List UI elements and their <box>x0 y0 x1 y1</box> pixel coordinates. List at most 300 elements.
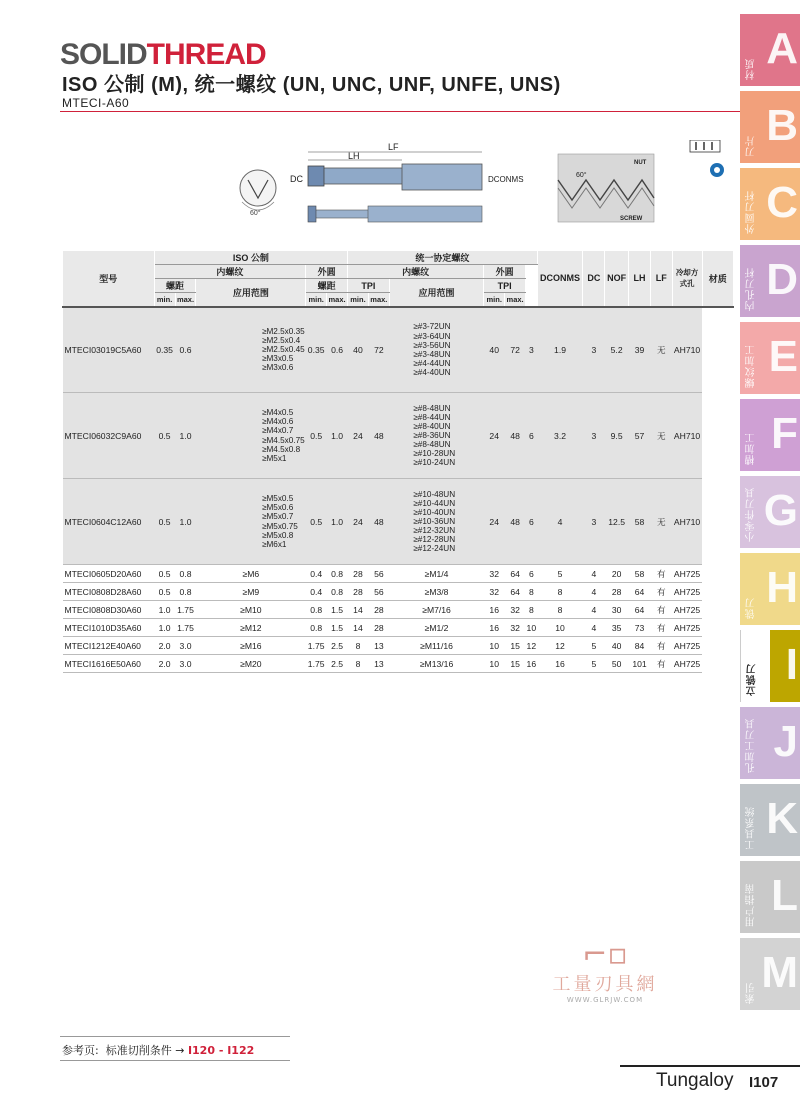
cell-ext-tpi-min: 10 <box>484 655 505 673</box>
cell-pitch-max: 1.75 <box>175 601 196 619</box>
cell-ext-tpi-max: 32 <box>505 619 526 637</box>
header-lf: LF <box>650 251 672 307</box>
tool-side-view <box>290 142 524 190</box>
header-un-tpi: TPI <box>348 279 390 293</box>
page-number: I107 <box>749 1074 779 1091</box>
logo-thread: THREAD <box>146 38 266 71</box>
cell-ext-pitch-min: 0.8 <box>306 601 327 619</box>
thread-profile-diagram <box>558 154 654 222</box>
tab-letter: E <box>768 332 798 381</box>
tab-letter: H <box>766 563 798 612</box>
header-max: max. <box>505 293 526 307</box>
cell-coolant: 有 <box>650 583 672 601</box>
watermark <box>540 937 670 1004</box>
cell-tpi-min: 24 <box>348 479 369 565</box>
cell-ext-pitch-min: 0.35 <box>306 307 327 393</box>
tab-letter: F <box>771 409 798 458</box>
cell-tpi-min: 28 <box>348 565 369 583</box>
cell-coolant: 有 <box>650 565 672 583</box>
tool-small-view <box>308 206 482 222</box>
cell-un-application: ≥M3/8 <box>389 583 483 601</box>
section-tab-a[interactable] <box>740 14 800 86</box>
table-row <box>63 637 734 655</box>
reference-text: 标准切削条件 → <box>105 1044 185 1057</box>
cell-dconms: 6 <box>526 565 538 583</box>
cell-tpi-max: 28 <box>368 619 389 637</box>
application-line: ≥M5x0.6 <box>261 503 294 513</box>
header-nof: NOF <box>605 251 629 307</box>
cell-pitch-max: 1.0 <box>175 393 196 479</box>
application-line: ≥#3-64UN <box>413 331 451 341</box>
cell-grade: AH710 <box>672 393 702 479</box>
reference-prefix: 参考页: <box>62 1044 99 1057</box>
cell-lh: 9.5 <box>605 393 629 479</box>
application-line: ≥M2.5x0.45 <box>261 345 305 355</box>
cell-dconms: 8 <box>526 601 538 619</box>
cell-code: MTECI0604C12A60 <box>63 479 155 565</box>
cell-lf: 58 <box>629 565 651 583</box>
cell-lh: 50 <box>605 655 629 673</box>
cell-iso-application: ≥M6 <box>196 565 306 583</box>
tab-letter: G <box>763 486 798 535</box>
cell-lf: 64 <box>629 601 651 619</box>
cell-dc: 8 <box>537 601 583 619</box>
tab-label: 索引 <box>746 982 757 1004</box>
cell-nof: 5 <box>583 637 605 655</box>
section-tab-i[interactable] <box>740 630 800 702</box>
cell-pitch-min: 0.5 <box>154 583 175 601</box>
cell-iso-application: ≥M9 <box>196 583 306 601</box>
dc-label: DC <box>290 174 303 184</box>
header-iso-external: 外圆 <box>306 265 348 279</box>
section-tab-b[interactable] <box>740 91 800 163</box>
cell-coolant: 无 <box>650 307 672 393</box>
cell-lh: 5.2 <box>605 307 629 393</box>
cell-coolant: 有 <box>650 637 672 655</box>
end-view-angle: 60° <box>250 210 261 217</box>
cell-un-application <box>389 307 483 393</box>
page-subtitle: MTECI-A60 <box>62 96 130 110</box>
spec-table <box>62 250 734 673</box>
header-max: max. <box>327 293 348 307</box>
cell-tpi-min: 14 <box>348 601 369 619</box>
cell-grade: AH710 <box>672 307 702 393</box>
cell-ext-pitch-min: 1.75 <box>306 655 327 673</box>
cell-code: MTECI1616E50A60 <box>63 655 155 673</box>
cell-coolant: 有 <box>650 619 672 637</box>
reference-top-rule <box>60 1036 290 1037</box>
tab-label: 铣刀 <box>746 597 757 619</box>
cell-lf: 84 <box>629 637 651 655</box>
application-line: ≥#8-36UN <box>413 430 451 440</box>
cell-lh: 40 <box>605 637 629 655</box>
cell-pitch-min: 0.5 <box>154 565 175 583</box>
cell-ext-pitch-min: 0.5 <box>306 479 327 565</box>
cell-nof: 4 <box>583 583 605 601</box>
cell-dc: 16 <box>537 655 583 673</box>
application-line: ≥#10-40UN <box>413 507 456 517</box>
cell-grade: AH725 <box>672 619 702 637</box>
section-tabs <box>740 14 800 1024</box>
cell-ext-pitch-min: 1.75 <box>306 637 327 655</box>
tab-letter: D <box>766 255 798 304</box>
cell-un-application: ≥M11/16 <box>389 637 483 655</box>
application-line: ≥#12-24UN <box>413 544 456 554</box>
table-row <box>63 583 734 601</box>
application-line: ≥#8-44UN <box>413 412 451 422</box>
lf-label: LF <box>388 142 399 152</box>
cell-pitch-min: 1.0 <box>154 601 175 619</box>
cell-un-application: ≥M13/16 <box>389 655 483 673</box>
header-iso-internal: 内螺纹 <box>154 265 306 279</box>
nut-label: NUT <box>634 160 647 166</box>
header-min: min. <box>306 293 327 307</box>
application-line: ≥#10-24UN <box>413 458 456 468</box>
cell-code: MTECI1212E40A60 <box>63 637 155 655</box>
section-tab-m[interactable] <box>740 938 800 1010</box>
section-tab-f[interactable] <box>740 399 800 471</box>
brand-logo <box>60 38 266 72</box>
tab-label: 小零件刀具 <box>746 487 757 542</box>
cell-lh: 35 <box>605 619 629 637</box>
cell-iso-application: ≥M16 <box>196 637 306 655</box>
table-row <box>63 655 734 673</box>
cell-ext-pitch-max: 0.8 <box>327 583 348 601</box>
cell-ext-tpi-max: 32 <box>505 601 526 619</box>
header-lh: LH <box>629 251 651 307</box>
cell-lf: 73 <box>629 619 651 637</box>
cell-ext-tpi-min: 24 <box>484 479 505 565</box>
tab-letter: L <box>771 871 798 920</box>
application-line: ≥#10-48UN <box>413 489 456 499</box>
cell-ext-pitch-max: 1.5 <box>327 619 348 637</box>
tab-label: 刀片 <box>746 135 757 157</box>
tab-letter: M <box>761 948 798 997</box>
application-line: ≥M5x0.8 <box>261 530 294 540</box>
cell-dconms: 10 <box>526 619 538 637</box>
reference-pages-link[interactable]: I120 - I122 <box>187 1044 255 1057</box>
table-row <box>63 307 734 393</box>
cell-nof: 4 <box>583 601 605 619</box>
tab-label: 孔加工刀具 <box>746 718 757 773</box>
cell-code: MTECI0808D28A60 <box>63 583 155 601</box>
cell-tpi-max: 48 <box>368 479 389 565</box>
watermark-logo-icon: ⌐▫ <box>582 937 628 972</box>
cell-ext-tpi-max: 48 <box>505 393 526 479</box>
coolant-icon <box>710 163 724 177</box>
tab-label: 材质 <box>746 58 757 80</box>
tab-label: 用户指南 <box>746 883 757 927</box>
table-row <box>63 619 734 637</box>
tab-label: 内孔刀杆 <box>746 267 757 311</box>
cell-ext-pitch-max: 1.0 <box>327 393 348 479</box>
tab-letter: J <box>773 717 798 766</box>
cell-pitch-max: 0.8 <box>175 565 196 583</box>
header-dc: DC <box>583 251 605 307</box>
application-line: ≥#3-56UN <box>413 340 451 350</box>
header-iso-app: 应用范围 <box>196 279 306 307</box>
header-unified: 统一协定螺纹 <box>348 251 538 265</box>
cell-lf: 57 <box>629 393 651 479</box>
cell-pitch-min: 0.5 <box>154 393 175 479</box>
cell-grade: AH725 <box>672 583 702 601</box>
cell-tpi-max: 13 <box>368 637 389 655</box>
cell-grade: AH725 <box>672 565 702 583</box>
section-tab-c[interactable] <box>740 168 800 240</box>
tab-label: 立铣刀 <box>747 663 758 696</box>
application-line: ≥M4.5x0.75 <box>261 435 305 445</box>
application-line: ≥#4-40UN <box>413 367 451 377</box>
cell-ext-tpi-max: 15 <box>505 655 526 673</box>
cell-un-application: ≥M7/16 <box>389 601 483 619</box>
application-line: ≥M2.5x0.35 <box>261 327 305 337</box>
section-tab-l[interactable] <box>740 861 800 933</box>
application-line: ≥M4.5x0.8 <box>261 444 301 454</box>
cell-pitch-min: 1.0 <box>154 619 175 637</box>
cell-dconms: 6 <box>526 393 538 479</box>
application-line: ≥#12-28UN <box>413 535 456 545</box>
section-tab-e[interactable] <box>740 322 800 394</box>
cell-iso-application: ≥M12 <box>196 619 306 637</box>
cell-un-application <box>389 393 483 479</box>
header-iso: ISO 公制 <box>154 251 347 265</box>
section-tab-k[interactable] <box>740 784 800 856</box>
header-min: min. <box>154 293 175 307</box>
cell-code: MTECI0605D20A60 <box>63 565 155 583</box>
cell-tpi-max: 13 <box>368 655 389 673</box>
application-line: ≥M4x0.5 <box>261 408 294 418</box>
cell-coolant: 无 <box>650 393 672 479</box>
cell-dconms: 6 <box>526 479 538 565</box>
cell-coolant: 有 <box>650 655 672 673</box>
header-un-internal: 内螺纹 <box>348 265 484 279</box>
application-line: ≥#4-44UN <box>413 358 451 368</box>
cell-ext-pitch-min: 0.8 <box>306 619 327 637</box>
cell-dc: 1.9 <box>537 307 583 393</box>
application-line: ≥M4x0.7 <box>261 426 294 436</box>
cell-tpi-max: 28 <box>368 601 389 619</box>
cell-nof: 4 <box>583 565 605 583</box>
section-tab-h[interactable] <box>740 553 800 625</box>
cell-ext-pitch-max: 2.5 <box>327 637 348 655</box>
cell-ext-pitch-max: 0.6 <box>327 307 348 393</box>
cell-ext-pitch-min: 0.5 <box>306 393 327 479</box>
cell-ext-tpi-min: 32 <box>484 583 505 601</box>
spec-table-body <box>63 307 734 673</box>
cell-tpi-min: 28 <box>348 583 369 601</box>
tab-label: 外圆刀杆 <box>746 190 757 234</box>
cell-code: MTECI1010D35A60 <box>63 619 155 637</box>
header-iso-ext-pitch: 螺距 <box>306 279 348 293</box>
cell-nof: 3 <box>583 393 605 479</box>
cell-pitch-max: 0.6 <box>175 307 196 393</box>
cell-un-application: ≥M1/4 <box>389 565 483 583</box>
header-model: 型号 <box>63 251 155 307</box>
cell-ext-tpi-max: 64 <box>505 565 526 583</box>
cell-iso-application <box>196 307 306 393</box>
cell-tpi-max: 48 <box>368 393 389 479</box>
cell-dconms: 3 <box>526 307 538 393</box>
application-line: ≥#8-48UN <box>413 403 451 413</box>
header-max: max. <box>175 293 196 307</box>
cell-lh: 30 <box>605 601 629 619</box>
lh-label: LH <box>348 151 360 161</box>
table-row <box>63 565 734 583</box>
application-line: ≥#12-32UN <box>413 526 456 536</box>
footer-brand: Tungaloy <box>656 1070 734 1091</box>
title-divider <box>60 111 755 112</box>
cell-dconms: 8 <box>526 583 538 601</box>
cell-code: MTECI0808D30A60 <box>63 601 155 619</box>
cell-lf: 64 <box>629 583 651 601</box>
cell-pitch-min: 2.0 <box>154 637 175 655</box>
cell-ext-pitch-max: 0.8 <box>327 565 348 583</box>
cell-lh: 28 <box>605 583 629 601</box>
application-line: ≥#3-48UN <box>413 349 451 359</box>
cell-dconms: 16 <box>526 655 538 673</box>
cell-nof: 5 <box>583 655 605 673</box>
cell-ext-tpi-max: 72 <box>505 307 526 393</box>
application-line: ≥#10-44UN <box>413 498 456 508</box>
cell-pitch-max: 1.0 <box>175 479 196 565</box>
cell-ext-tpi-min: 10 <box>484 637 505 655</box>
reference-bottom-rule <box>60 1060 290 1061</box>
application-line: ≥#3-72UN <box>413 322 451 332</box>
cell-ext-tpi-min: 16 <box>484 619 505 637</box>
watermark-text: 工量刃具網 <box>552 974 658 995</box>
application-line: ≥M4x0.6 <box>261 417 294 427</box>
header-un-external: 外圆 <box>484 265 526 279</box>
application-line: ≥M3x0.5 <box>261 354 294 364</box>
dconms-label: DCONMS <box>488 175 524 184</box>
cell-tpi-min: 14 <box>348 619 369 637</box>
cell-pitch-max: 1.75 <box>175 619 196 637</box>
cell-dc: 8 <box>537 583 583 601</box>
reference-note <box>62 1042 254 1058</box>
tab-label: 槽加工 <box>746 432 757 465</box>
cell-iso-application <box>196 479 306 565</box>
cell-un-application <box>389 479 483 565</box>
tab-label: 工具系统 <box>746 806 757 850</box>
watermark-url: WWW.GLRJW.COM <box>566 996 644 1004</box>
cell-nof: 3 <box>583 479 605 565</box>
tab-letter: B <box>766 101 798 150</box>
cell-un-application: ≥M1/2 <box>389 619 483 637</box>
tab-letter: C <box>766 178 798 227</box>
application-line: ≥M5x0.75 <box>261 521 298 531</box>
table-row <box>63 393 734 479</box>
cell-pitch-max: 3.0 <box>175 637 196 655</box>
cell-dconms: 12 <box>526 637 538 655</box>
cell-grade: AH725 <box>672 637 702 655</box>
tab-label: 螺纹加工 <box>746 344 757 388</box>
cell-tpi-max: 56 <box>368 583 389 601</box>
application-line: ≥M5x0.7 <box>261 512 294 522</box>
cell-pitch-max: 3.0 <box>175 655 196 673</box>
footer-rule <box>620 1065 800 1067</box>
header-un-app: 应用范围 <box>389 279 483 307</box>
grade-icon <box>690 140 720 152</box>
cell-coolant: 无 <box>650 479 672 565</box>
cell-ext-pitch-max: 2.5 <box>327 655 348 673</box>
logo-solid: SOLID <box>60 38 147 71</box>
cell-ext-pitch-max: 1.0 <box>327 479 348 565</box>
application-line: ≥M2.5x0.4 <box>261 336 301 346</box>
cell-grade: AH710 <box>672 479 702 565</box>
header-iso-pitch: 螺距 <box>154 279 196 293</box>
cell-dc: 5 <box>537 565 583 583</box>
header-un-ext-tpi: TPI <box>484 279 526 293</box>
tool-drawing <box>220 140 740 235</box>
cell-tpi-min: 8 <box>348 655 369 673</box>
section-tab-j[interactable] <box>740 707 800 779</box>
application-line: ≥#8-40UN <box>413 421 451 431</box>
section-tab-d[interactable] <box>740 245 800 317</box>
header-max: max. <box>368 293 389 307</box>
application-line: ≥#10-36UN <box>413 516 456 526</box>
header-dconms: DCONMS <box>537 251 583 307</box>
section-tab-g[interactable] <box>740 476 800 548</box>
cell-iso-application <box>196 393 306 479</box>
application-line: ≥M5x0.5 <box>261 494 294 504</box>
header-grade: 材质 <box>702 251 733 307</box>
cell-pitch-min: 2.0 <box>154 655 175 673</box>
cell-dc: 10 <box>537 619 583 637</box>
cell-lh: 20 <box>605 565 629 583</box>
cell-ext-tpi-max: 15 <box>505 637 526 655</box>
tab-letter: A <box>766 24 798 73</box>
cell-ext-tpi-min: 24 <box>484 393 505 479</box>
cell-tpi-max: 56 <box>368 565 389 583</box>
application-line: ≥M6x1 <box>261 539 287 549</box>
cell-grade: AH725 <box>672 655 702 673</box>
cell-ext-tpi-max: 64 <box>505 583 526 601</box>
cell-lf: 101 <box>629 655 651 673</box>
cell-ext-pitch-min: 0.4 <box>306 565 327 583</box>
cell-nof: 4 <box>583 619 605 637</box>
cell-tpi-max: 72 <box>368 307 389 393</box>
application-line: ≥#10-28UN <box>413 449 456 459</box>
cell-code: MTECI06032C9A60 <box>63 393 155 479</box>
cell-nof: 3 <box>583 307 605 393</box>
cell-ext-pitch-max: 1.5 <box>327 601 348 619</box>
cell-tpi-min: 40 <box>348 307 369 393</box>
table-row <box>63 479 734 565</box>
end-view-diagram <box>240 170 276 217</box>
header-min: min. <box>348 293 369 307</box>
cell-tpi-min: 8 <box>348 637 369 655</box>
cell-pitch-min: 0.35 <box>154 307 175 393</box>
tab-letter: I <box>785 640 798 689</box>
tab-letter: K <box>766 794 798 843</box>
cell-ext-tpi-max: 48 <box>505 479 526 565</box>
application-line: ≥#8-48UN <box>413 440 451 450</box>
header-min: min. <box>484 293 505 307</box>
cell-ext-tpi-min: 40 <box>484 307 505 393</box>
cell-ext-tpi-min: 32 <box>484 565 505 583</box>
thread-angle: 60° <box>576 172 587 179</box>
table-row <box>63 601 734 619</box>
cell-grade: AH725 <box>672 601 702 619</box>
cell-dc: 12 <box>537 637 583 655</box>
cell-tpi-min: 24 <box>348 393 369 479</box>
cell-pitch-min: 0.5 <box>154 479 175 565</box>
cell-coolant: 有 <box>650 601 672 619</box>
application-line: ≥M3x0.6 <box>261 363 294 373</box>
cell-dc: 4 <box>537 479 583 565</box>
cell-lf: 39 <box>629 307 651 393</box>
cell-ext-pitch-min: 0.4 <box>306 583 327 601</box>
